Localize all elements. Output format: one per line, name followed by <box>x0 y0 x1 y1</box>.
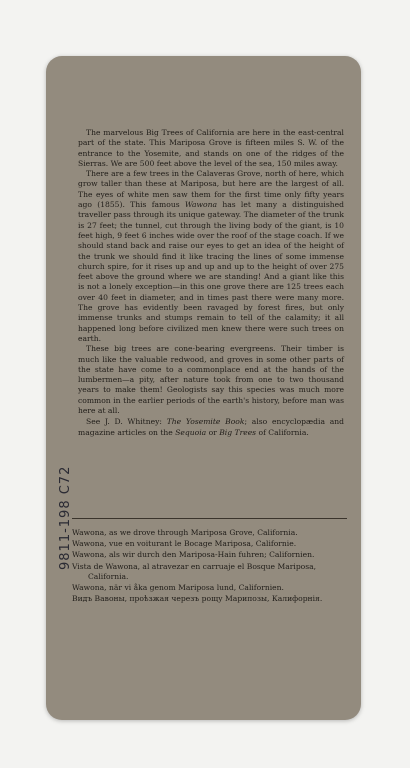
caption-spanish: Vista de Wawona, al atravezar en carruaje el Bosque Mariposa, California. <box>72 561 317 581</box>
multilingual-captions <box>72 528 352 605</box>
paragraph-2: There are a few trees in the Calaveras Grove, north of here, which grow taller than these at Mariposa, but here are the largest of all. The eyes of white men saw them for the first time only fifty years ago (1855). This famous Wawona has let many a distinguished traveller pass through its unique gateway. The diameter of the trunk is 27 feet; the tunnel, cut through the living body of the giant, is 10 feet high, 9 feet 6 inches wide over the roof of the stage coach. If we should stand back and raise our eyes to get an idea of the height of the trunk we should find it like tracing the lines of some immense church spire, for it rises up and up and up to the height of over 275 feet above the ground where we are standing! And a giant like this is not a lonely exception—in this one grove there are 125 trees each over 40 feet in diameter, and in times past there were many more. The grove has evidently been ravaged by forest fires, but only immense trunks and stumps remain to tell of the calamity; it all happened long before civilized men knew there were such trees on earth. <box>78 169 344 343</box>
caption-german: Wawona, als wir durch den Mariposa-Hain fuhren; Californien. <box>72 550 315 560</box>
reference-note: See J. D. Whitney: The Yosemite Book; also encyclopædia and magazine articles on the Sequoia or Big Trees of California. <box>78 417 344 437</box>
description-text <box>78 128 344 438</box>
caption-french: Wawona, vue en voiturant le Bocage Mariposa, Californie. <box>72 539 297 549</box>
caption-russian: Видъ Вавоны, проѣзжая черезъ рощу Марипозы, Калифорнія. <box>72 594 323 604</box>
wawona-tree-name: Wawona <box>184 200 218 210</box>
caption-english: Wawona, as we drove through Mariposa Grove, California. <box>72 528 298 537</box>
paragraph-1: The marvelous Big Trees of California are here in the east-central part of the state. This Mariposa Grove is fifteen miles S. W. of the entrance to the Yosemite, and stands on one of the ridges of the Sierras. We are 500 feet above the level of the sea, 150 miles away. <box>78 128 344 168</box>
caption-swedish: Wawona, när vi åka genom Mariposa lund, Californien. <box>72 583 284 593</box>
handwritten-catalog-number: 9811-198 C72 <box>58 465 73 570</box>
divider-rule <box>72 518 347 519</box>
paragraph-3: These big trees are cone-bearing evergreens. Their timber is much like the valuable redwood, and groves in some other parts of the state have come to a commonplace end at the hands of the lumbermen—a pity, after nature took from one to two thousand years to make them! Geologists say this species was much more common in the earlier periods of the earth's history, before man was here at all. <box>78 344 344 416</box>
